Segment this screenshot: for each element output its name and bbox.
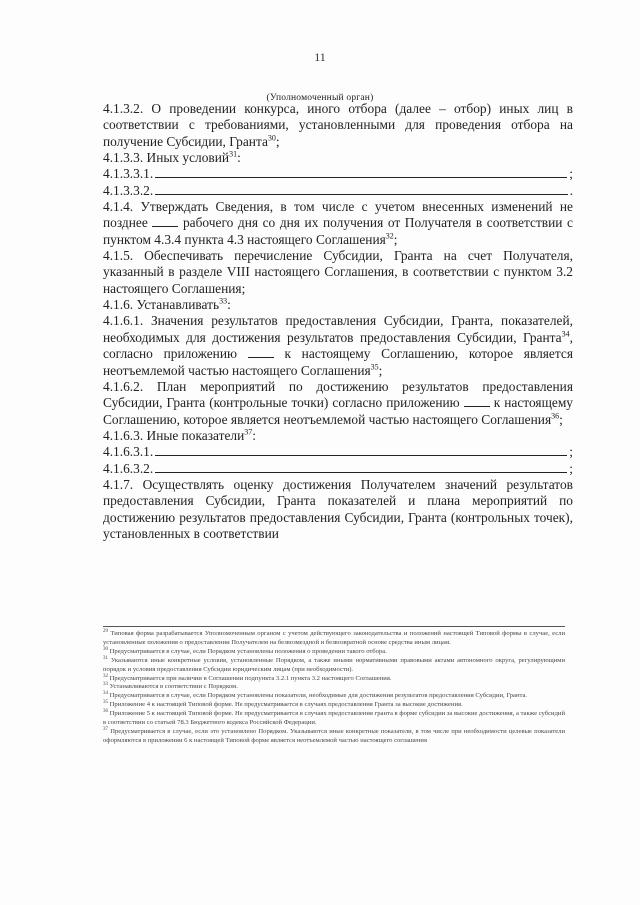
fill-in-line: [155, 177, 567, 178]
clause-4-1-6-2: 4.1.6.2. План мероприятий по достижению результатов предоставления Субсидии, Гранта (контрольные точки) согласно приложению к настоящему Соглашению, которое является неотъемлемой частью настоящего Соглашения$^{36}$;: [103, 378, 573, 427]
clause-4-1-4: 4.1.4. Утверждать Сведения, в том числе с учетом внесенных изменений не позднее рабочего дня со дня их получения от Получателя в соответствии с пунктом 4.3.4 пункта 4.3 настоящего Соглашения$^{32}$;: [103, 199, 573, 247]
blank-line-4-1-3-3-1: 4.1.3.3.1. ;: [103, 166, 573, 182]
blank-appendix-field: [248, 347, 274, 358]
fill-in-line: [155, 194, 567, 195]
footnote: $^{36}$ Приложение 5 к настоящей Типовой форме. Не предусматривается в случаях предоставления гранта в форме субсидии за высокие достижения, а также субсидий в соответствии со статьей 78.3 Бюджетного кодекса Российской Федерации.: [103, 708, 565, 727]
page-number: 11: [314, 50, 326, 64]
footnote-separator: [103, 626, 565, 627]
blank-line-4-1-6-3-2: 4.1.6.3.2. ;: [103, 460, 573, 476]
authorized-body-caption: (Уполномоченный орган): [266, 93, 374, 103]
clause-4-1-6-3: 4.1.6.3. Иные показатели$^{37}$:: [103, 427, 257, 443]
blank-line-4-1-3-3-2: 4.1.3.3.2. .: [103, 182, 573, 198]
footnotes: [103, 630, 565, 746]
footnote: $^{31}$ Указываются иные конкретные условия, установленные Порядком, а также иными нормативными правовыми актами автономного округа, регулирующими порядок и условия предоставления Субсидии юридическим лицам (при необходимости).: [103, 655, 565, 673]
agreement-text: [103, 101, 573, 542]
blank-days-field: [152, 216, 178, 227]
footnote: $^{35}$ Приложение 4 к настоящей Типовой форме. Не предусматривается в случаях предоставления Гранта за высокие достижения.: [103, 700, 463, 709]
footnote: $^{34}$ Предусматривается в случае, если Порядком установлены показатели, необходимые для достижения результатов предоставления Субсидии, Гранта.: [103, 691, 528, 700]
clause-4-1-7: 4.1.7. Осуществлять оценку достижения Получателем значений результатов предоставления Субсидии, Гранта показателей и плана мероприятий по достижению результатов предоставления Субсидии, Гранта (контрольных точек), установленных в соответствии: [103, 476, 573, 541]
blank-appendix-field: [464, 396, 490, 407]
fill-in-line: [155, 472, 567, 473]
footnote: $^{32}$ Предусматривается при наличии в Соглашении подпункта 3.2.1 пункта 3.2 настоящего Соглашения.: [103, 673, 392, 682]
clause-4-1-5: 4.1.5. Обеспечивать перечисление Субсидии, Гранта на счет Получателя, указанный в разделе VIII настоящего Соглашения, в соответствии с пунктом 3.2 настоящего Соглашения;: [103, 248, 573, 296]
footnote: $^{29}$ Типовая форма разрабатывается Уполномоченным органом с учетом действующего законодательства и положений настоящей Типовой формы в случае, если установленные положения о предоставлении Получателем на безвозмездной и безвозвратной основе средства иным лицам.: [103, 628, 565, 646]
footnote: $^{33}$ Устанавливаются в соответствии с Порядком.: [103, 682, 238, 691]
clause-4-1-3-2: 4.1.3.2. О проведении конкурса, иного отбора (далее – отбор) иных лиц в соответствии с требованиями, установленными для проведения отбора на получение Субсидии, Гранта$^{30}$;: [103, 101, 573, 149]
fill-in-line: [155, 455, 567, 456]
clause-4-1-6: 4.1.6. Устанавливать$^{33}$:: [103, 296, 231, 313]
clause-4-1-3-3: 4.1.3.3. Иных условий$^{31}$:: [103, 149, 241, 166]
blank-line-4-1-6-3-1: 4.1.6.3.1. ;: [103, 444, 573, 460]
footnote: $^{37}$ Предусматривается в случае, если это установлено Порядком. Указываются иные конкретные показатели, в том числе при необходимости целевые показатели оформляются в приложении 6 к настоящей Типовой форме является неотъемлемой частью настоящего соглашения: [103, 726, 566, 744]
clause-4-1-6-1: 4.1.6.1. Значения результатов предоставления Субсидии, Гранта, показателей, необходимых для достижения результатов предоставления Субсидии, Гранта$^{34}$, согласно приложению к настоящему Соглашению, которое является неотъемлемой частью настоящего Соглашения$^{35}$;: [103, 313, 573, 378]
footnote: $^{30}$ Предусматривается в случае, если Порядком установлены положения о проведении такого отбора.: [103, 646, 387, 655]
